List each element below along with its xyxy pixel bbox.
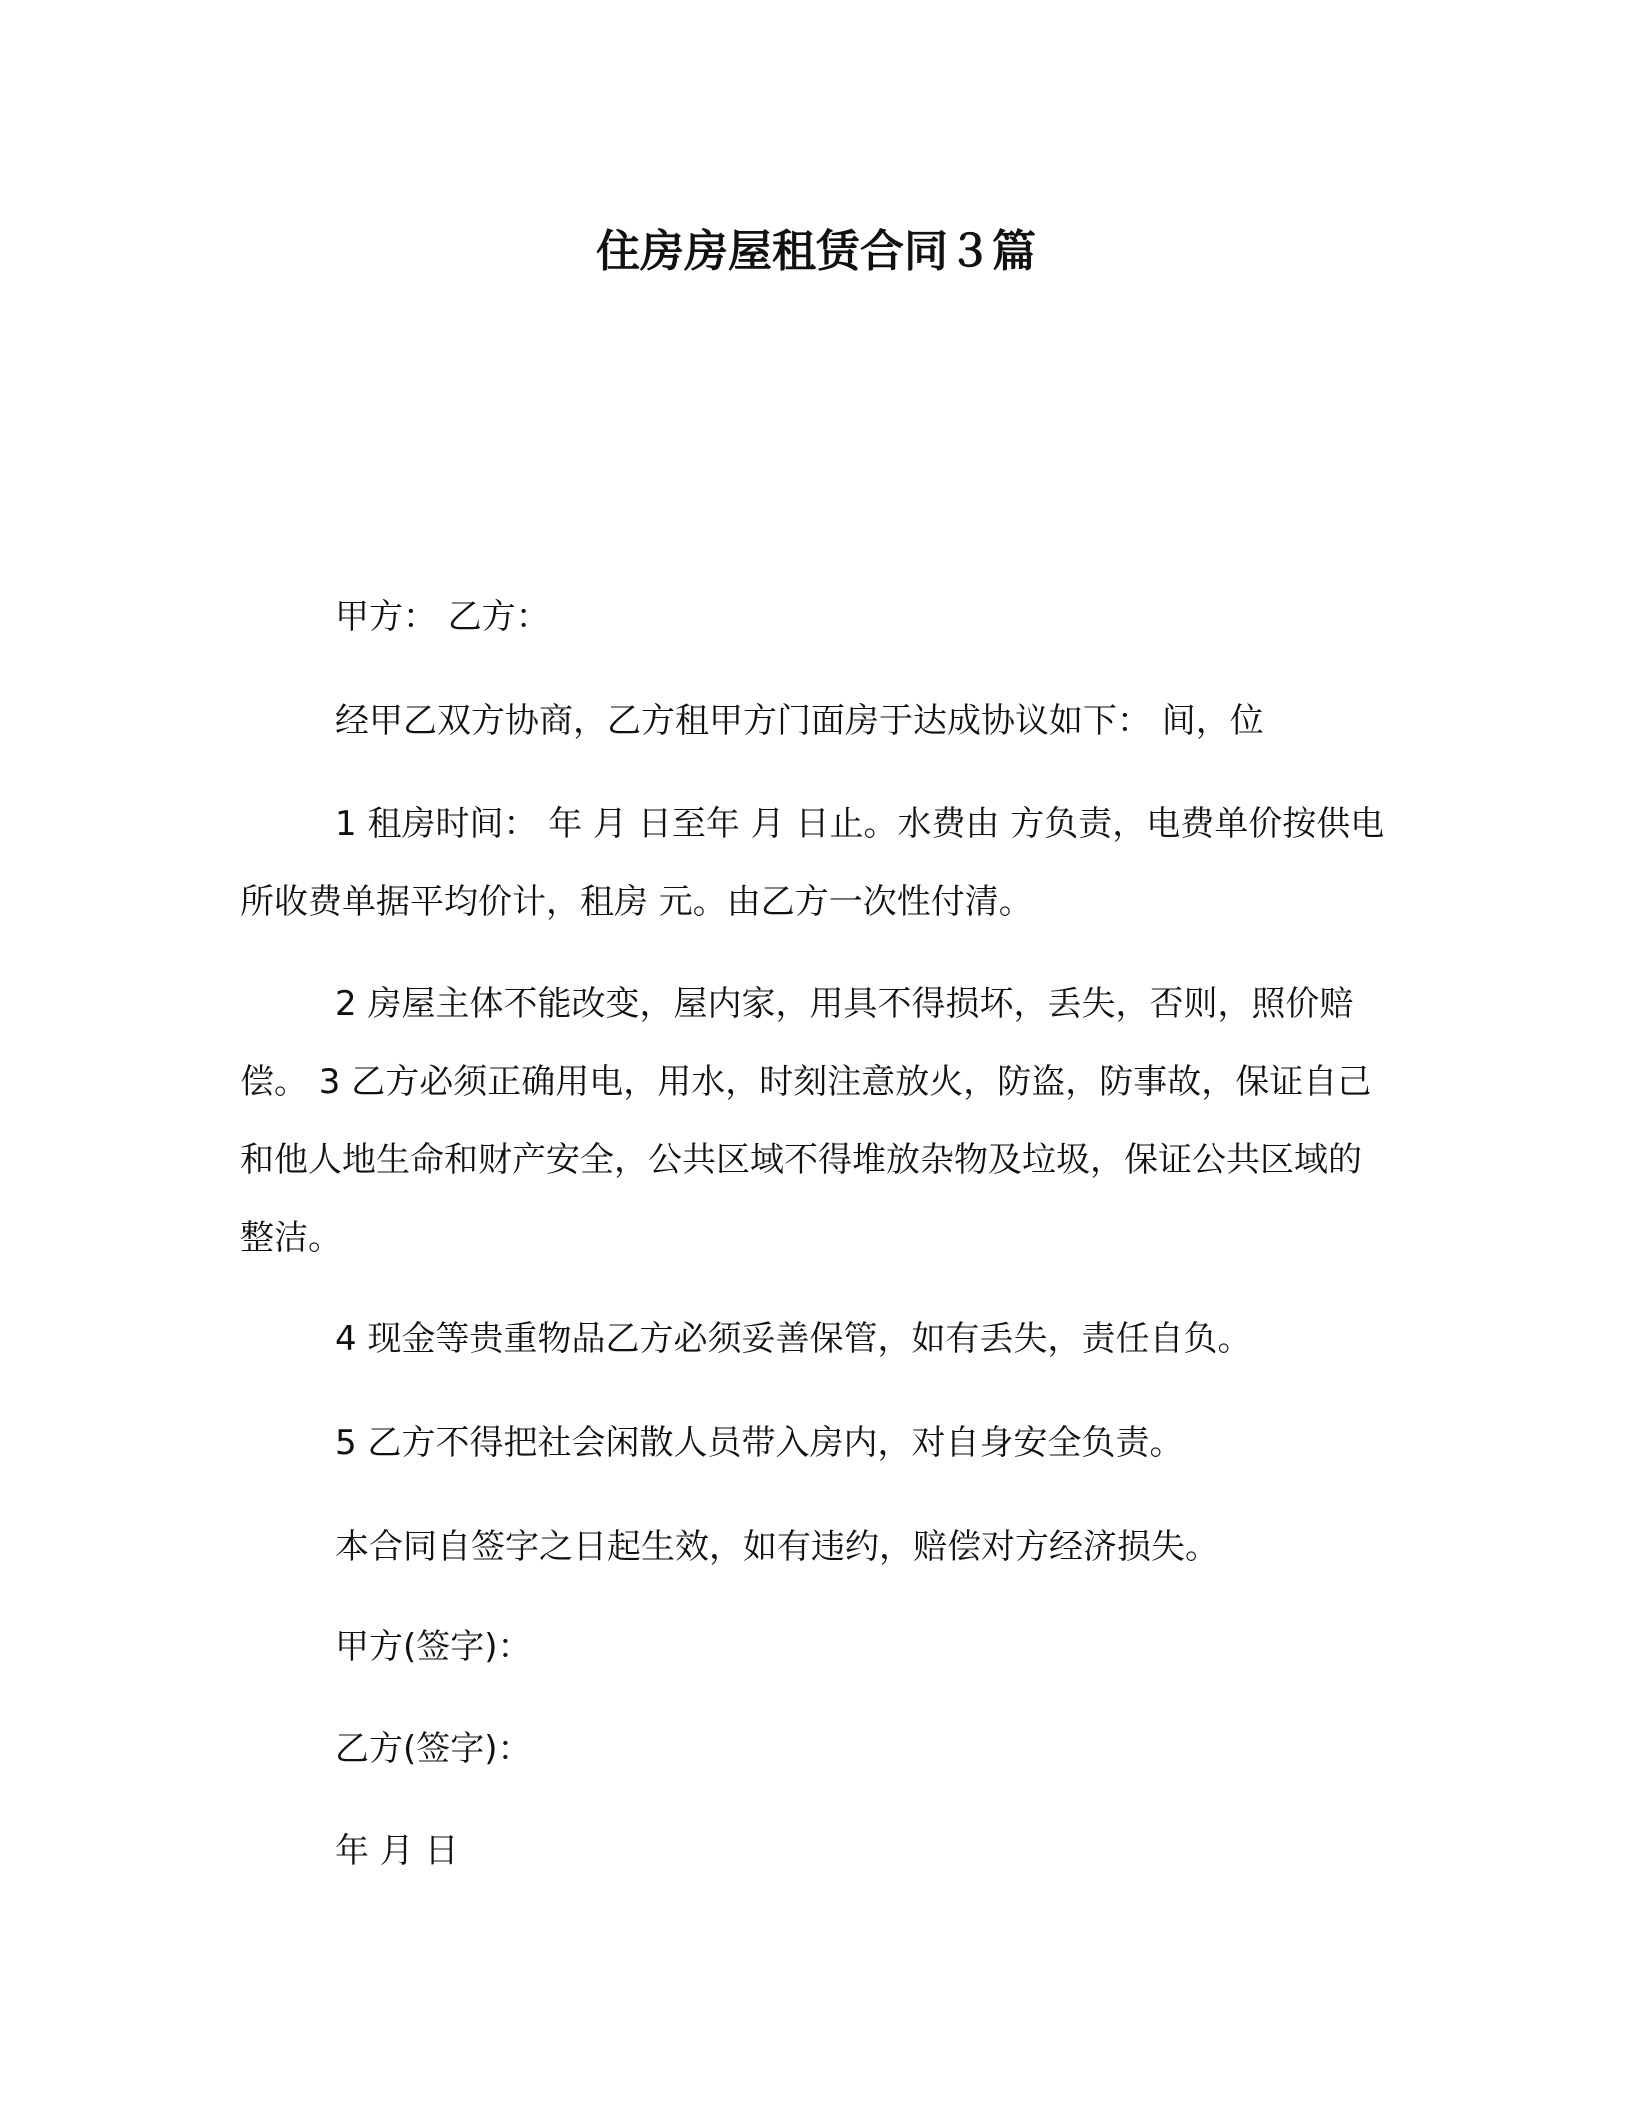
date-line: 年 月 日 (335, 1831, 459, 1871)
clause-1-paragraph: 1 租房时间： 年 月 日至年 月 日止。水费由 方负责，电费单价按供电所收费单据平均价计，租房 元。由乙方一次性付清。 (240, 804, 1385, 922)
clause-5-paragraph: 5 乙方不得把社会闲散人员带入房内，对自身安全负责。 (335, 1423, 1184, 1463)
clause-2-3-paragraph: 2 房屋主体不能改变，屋内家，用具不得损坏，丢失，否则，照价赔偿。 3 乙方必须正确用电，用水，时刻注意放火，防盗，防事故，保证自己和他人地生命和财产安全，公共区域不得堆放杂物及垃圾，保证公共区域的整洁。 (240, 984, 1372, 1258)
signature-party-b: 乙方(签字)： (335, 1729, 532, 1769)
intro-paragraph: 经甲乙双方协商，乙方租甲方门面房于达成协议如下： 间，位 (335, 701, 1264, 741)
parties-line: 甲方： 乙方： (335, 597, 550, 637)
signature-party-a: 甲方(签字)： (335, 1627, 532, 1667)
document-title: 住房房屋租赁合同３篇 (596, 226, 1036, 277)
clause-4-paragraph: 4 现金等贵重物品乙方必须妥善保管，如有丢失，责任自负。 (335, 1319, 1252, 1359)
effective-paragraph: 本合同自签字之日起生效，如有违约，赔偿对方经济损失。 (335, 1527, 1219, 1567)
